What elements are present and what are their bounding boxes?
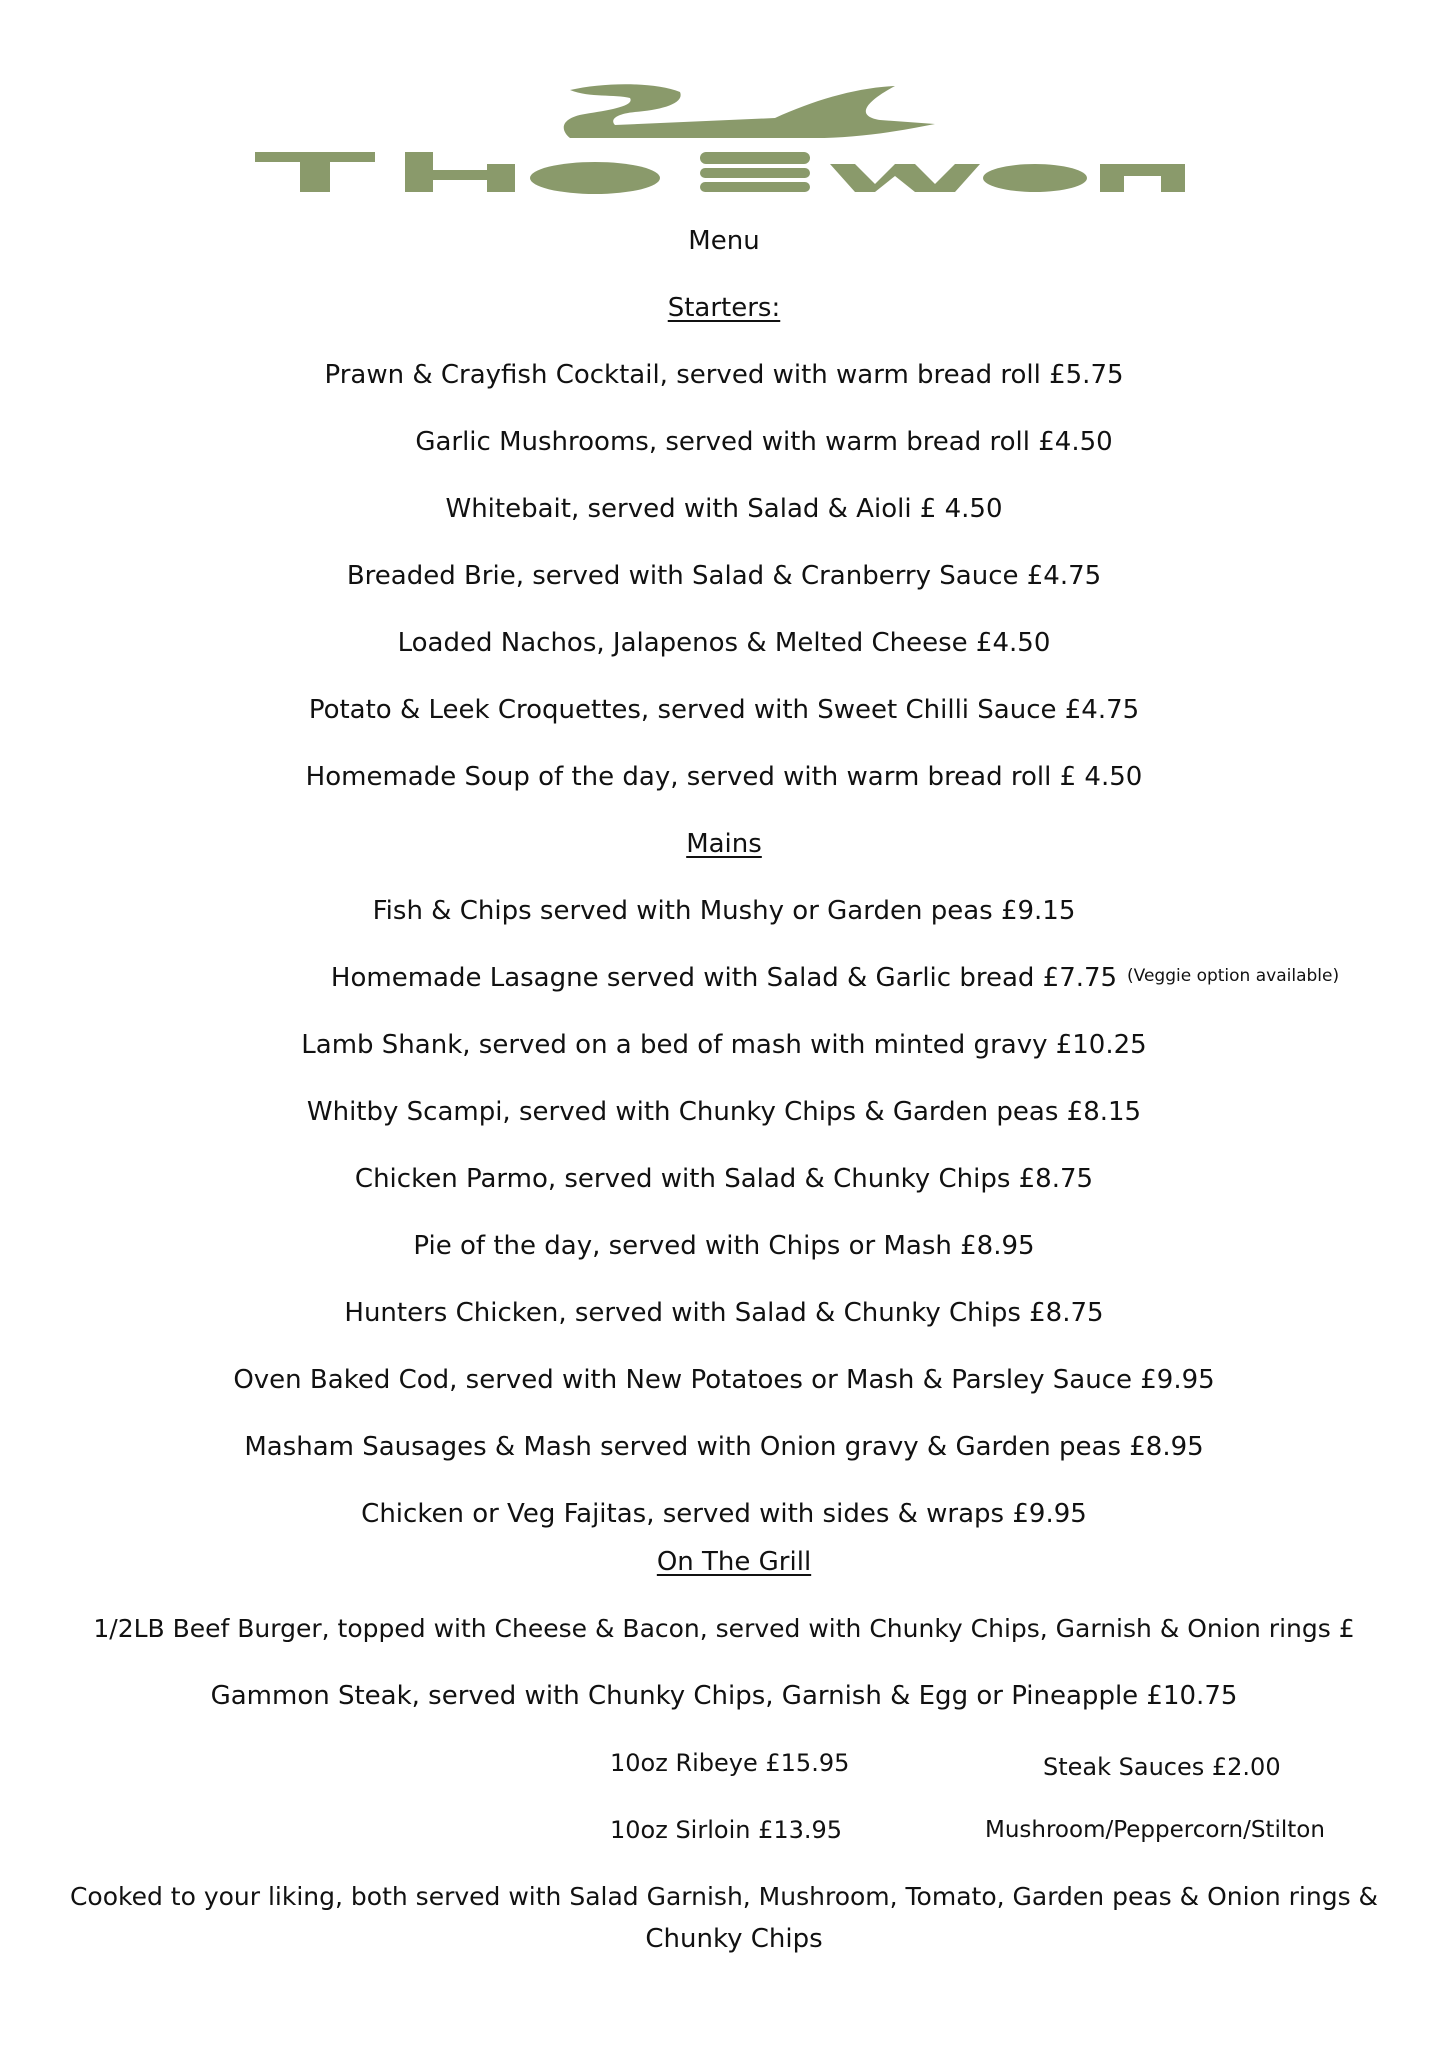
starter-item: Garlic Mushrooms, served with warm bread roll £4.50 (415, 427, 1113, 457)
grill-item: Gammon Steak, served with Chunky Chips, Garnish & Egg or Pineapple £10.75 (210, 1681, 1238, 1711)
steak-serving-note-cont: Chunky Chips (645, 1924, 823, 1954)
main-item: Hunters Chicken, served with Salad & Chunky Chips £8.75 (344, 1298, 1104, 1328)
steak-sauces-options: Mushroom/Peppercorn/Stilton (985, 1817, 1325, 1843)
main-item: Whitby Scampi, served with Chunky Chips & Garden peas £8.15 (306, 1097, 1142, 1127)
starter-item: Whitebait, served with Salad & Aioli £ 4.50 (445, 494, 1003, 524)
main-item: Homemade Lasagne served with Salad & Garlic bread £7.75 (330, 963, 1118, 993)
starter-item: Homemade Soup of the day, served with warm bread roll £ 4.50 (305, 762, 1143, 792)
grill-heading: On The Grill (656, 1547, 812, 1577)
main-item: Oven Baked Cod, served with New Potatoes or Mash & Parsley Sauce £9.95 (233, 1365, 1215, 1395)
mains-heading: Mains (686, 829, 762, 859)
starters-heading: Starters: (667, 293, 781, 323)
swan-logo (255, 80, 1185, 200)
steak-sauces-title: Steak Sauces £2.00 (1043, 1753, 1281, 1781)
main-item: Chicken Parmo, served with Salad & Chunky Chips £8.75 (354, 1164, 1094, 1194)
grill-item: 1/2LB Beef Burger, topped with Cheese & Bacon, served with Chunky Chips, Garnish & Onion rings £ (93, 1614, 1355, 1643)
steak-serving-note: Cooked to your liking, both served with Salad Garnish, Mushroom, Tomato, Garden peas & Onion rings & (69, 1882, 1379, 1911)
starter-item: Potato & Leek Croquettes, served with Sweet Chilli Sauce £4.75 (308, 695, 1140, 725)
main-item: Masham Sausages & Mash served with Onion gravy & Garden peas £8.95 (244, 1432, 1204, 1462)
main-item: Chicken or Veg Fajitas, served with sides & wraps £9.95 (361, 1499, 1087, 1529)
menu-title: Menu (688, 226, 760, 256)
starter-item: Loaded Nachos, Jalapenos & Melted Cheese £4.50 (397, 628, 1051, 658)
starter-item: Prawn & Crayfish Cocktail, served with warm bread roll £5.75 (324, 360, 1124, 390)
sirloin-item: 10oz Sirloin £13.95 (610, 1816, 843, 1844)
main-item: Lamb Shank, served on a bed of mash with minted gravy £10.25 (301, 1030, 1147, 1060)
starter-item: Breaded Brie, served with Salad & Cranberry Sauce £4.75 (346, 561, 1102, 591)
main-item: Pie of the day, served with Chips or Mash £8.95 (413, 1231, 1035, 1261)
veggie-option-note: (Veggie option available) (1127, 966, 1340, 986)
main-item: Fish & Chips served with Mushy or Garden peas £9.15 (372, 896, 1076, 926)
ribeye-item: 10oz Ribeye £15.95 (610, 1749, 850, 1777)
